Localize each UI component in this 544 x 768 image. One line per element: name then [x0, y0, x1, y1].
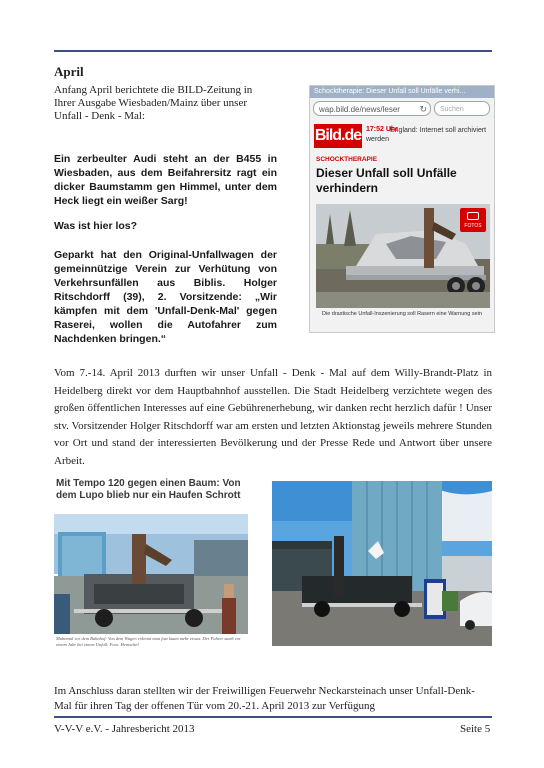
browser-title-bar: Schocktherapie: Dieser Unfall soll Unfälle verhi...	[310, 86, 494, 98]
bild-quote-2: Geparkt hat den Original-Unfallwagen der gemeinnützige Verein zur Verhütung von Verkehrsunfällen aus Biblis. Holger Ritschdorff (39), 2. Vorsitzende: „Wir kämpfen mit dem 'Unfall-Denk-Mal' gegen Raserei, wollen die Autofahrer zum Nachdenken bringen.“	[54, 249, 277, 345]
clipping-headline: Mit Tempo 120 gegen einen Baum: Von dem Lupo blieb nur ein Haufen Schrott	[56, 478, 241, 501]
newspaper-clipping	[54, 476, 248, 648]
footer-title: V-V-V e.V. - Jahresbericht 2013	[54, 723, 195, 735]
top-rule	[54, 50, 492, 52]
bild-logo: Bild.de	[314, 124, 362, 148]
reload-icon: ↻	[419, 104, 427, 114]
address-bar	[313, 101, 431, 116]
station-display-photo	[54, 514, 248, 634]
bild-quote-1: Ein zerbeulter Audi steht an der B455 in Wiesbaden, aus dem Beifahrersitz ragt ein dicker Baumstamm gen Himmel, unter dem Heck liegt ein weißer Sarg!	[54, 153, 277, 207]
ticker-time: 17:52 Uhr	[366, 126, 398, 133]
ticker-text: England: Internet soll archiviert werden	[366, 127, 487, 143]
intro-text: Anfang April berichtete die BILD-Zeitung in Ihrer Ausgabe Wiesbaden/Mainz über unser Unfall - Denk - Mal:	[54, 84, 253, 122]
bild-question: Was ist hier los?	[54, 220, 138, 232]
article-headline: Dieser Unfall soll Unfälle verhindern	[316, 166, 457, 195]
address-text: wap.bild.de/news/leser	[319, 105, 400, 114]
heidelberg-exhibit-photo	[272, 481, 492, 646]
article-kicker: SCHOCKTHERAPIE	[316, 156, 378, 163]
clipping-caption: Mahnmal vor dem Bahnhof: Von dem Wagen erkennt man fast kaum mehr etwas. Der Fahrer starb vor einem Jahr bei einem Unfall. Foto: Hentschel	[56, 636, 241, 647]
bild-phone-screenshot	[309, 85, 495, 333]
footer-rule	[54, 716, 492, 718]
page-number: Seite 5	[460, 723, 491, 735]
neckarsteinach-paragraph: Im Anschluss daran stellten wir der Freiwilligen Feuerwehr Neckarsteinach unser Unfall-Denk-Mal für ihren Tag der offenen Tür vom 20.-21. April 2013 zur Verfügung	[54, 685, 475, 712]
fotos-badge: FOTOS	[460, 208, 486, 232]
camera-icon	[467, 212, 479, 220]
photo-caption: Die drastische Unfall-Inszenierung soll Rasern eine Warnung sein	[322, 311, 482, 317]
heidelberg-paragraph: Vom 7.-14. April 2013 durften wir unser Unfall - Denk - Mal auf dem Willy-Brandt-Platz in Heidelberg direkt vor dem Hauptbahnhof ausstellen. Die Stadt Heidelberg verzichtete wegen des großen öffentlichen Interesses auf eine Gebührenerhebung, wir danken recht herzlich dafür ! Unser stv. Vorsitzender Holger Ritschdorff war am ersten und letzten Aktionstag jeweils mehrere Stunden vor Ort und stand der interessierten Bevölkerung und der Presse Rede und Antwort über unsere Arbeit.	[54, 367, 492, 467]
search-field: Suchen	[434, 101, 490, 116]
section-heading: April	[54, 64, 84, 79]
